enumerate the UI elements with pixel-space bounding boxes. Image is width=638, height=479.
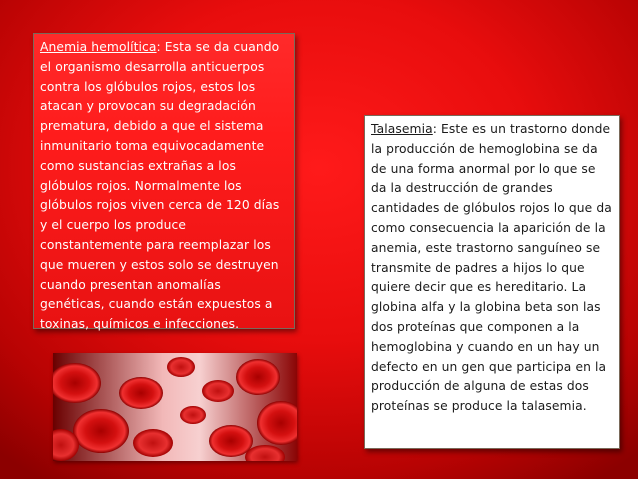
hemolytic-anemia-paragraph xyxy=(40,38,288,335)
hemolytic-anemia-term: Anemia hemolítica xyxy=(40,40,157,54)
thalassemia-description: Este es un trastorno donde la producción de hemoglobina se da de una forma anormal por lo que se da la destrucción de grandes cantidades de glóbulos rojos lo que da como consecuencia la aparición de la anemia, este trastorno sanguíneo se transmite de padres a hijos lo que quiere decir que es hereditario. La globina alfa y la globina beta son las dos proteínas que componen a la hemoglobina y cuando en un hay un defecto en un gen que participa en la producción de alguna de estas dos proteínas se produce la talasemia. xyxy=(371,122,612,414)
hemolytic-anemia-textbox xyxy=(33,33,295,332)
red-blood-cells-image xyxy=(53,353,297,461)
red-blood-cells-illustration xyxy=(53,353,297,461)
thalassemia-paragraph xyxy=(371,120,613,417)
hemolytic-anemia-description: Esta se da cuando el organismo desarrolla anticuerpos contra los glóbulos rojos, estos los atacan y provocan su degradación prematura, debido a que el sistema inmunitario toma equivocadamente como sustancias extrañas a los glóbulos rojos. Normalmente los glóbulos rojos viven cerca de 120 días y el cuerpo los produce constantemente para reemplazar los que mueren y estos solo se destruyen cuando presentan anomalías genéticas, cuando están expuestos a toxinas, químicos e infecciones. xyxy=(40,40,280,332)
thalassemia-colon: : xyxy=(432,122,438,136)
thalassemia-term: Talasemia xyxy=(371,122,433,136)
thalassemia-textbox xyxy=(364,115,620,449)
hemolytic-anemia-colon: : xyxy=(156,40,161,54)
